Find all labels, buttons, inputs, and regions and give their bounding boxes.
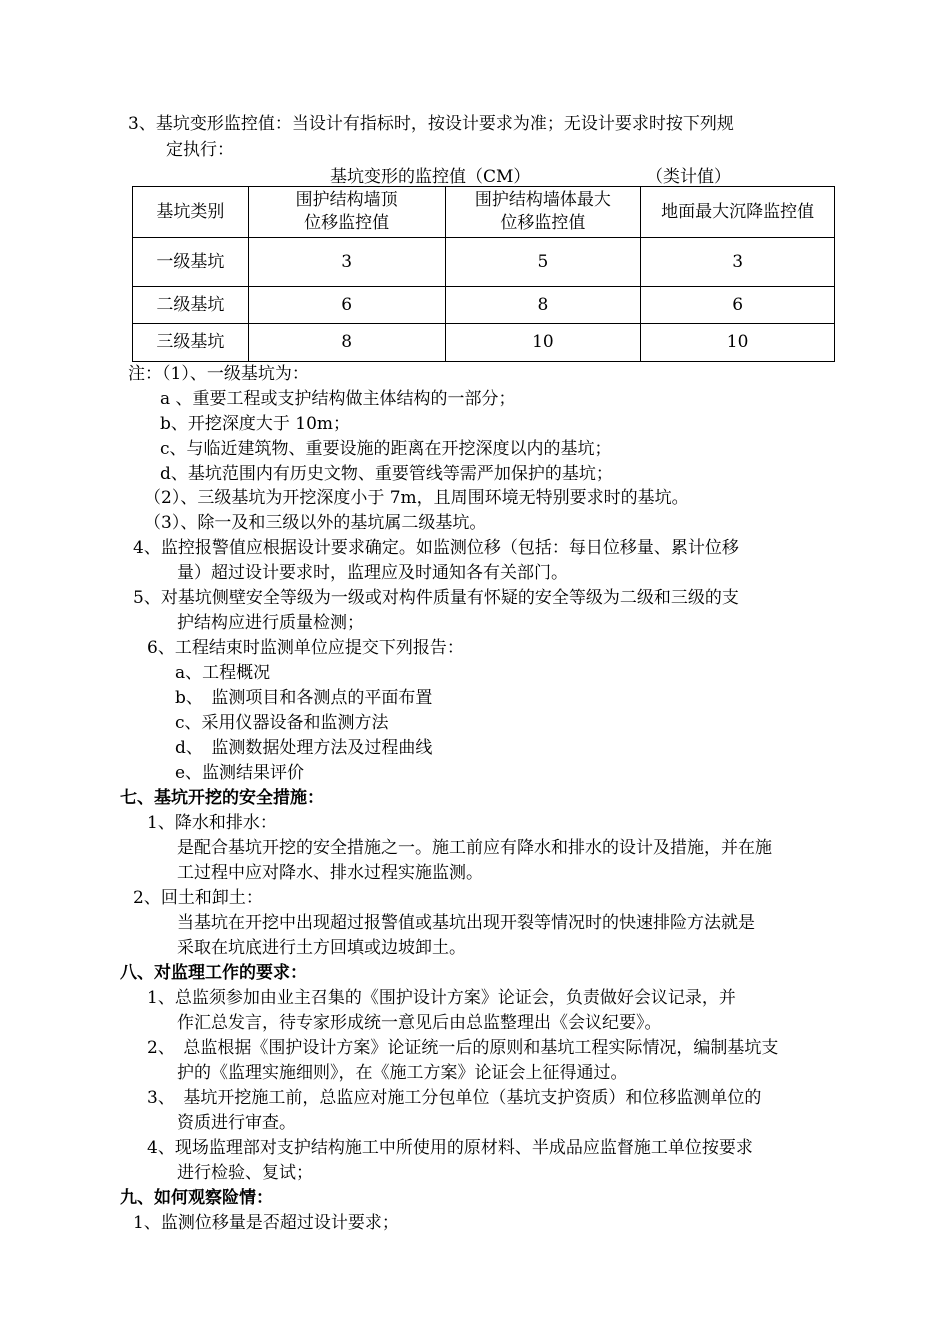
section7-item2-line2: 采取在坑底进行土方回填或边坡卸土。 (177, 938, 466, 958)
section8-item2-line2: 护的《监理实施细则》，在《施工方案》论证会上征得通过。 (177, 1063, 628, 1083)
section8-item2-line1: 2、 总监根据《围护设计方案》论证统一后的原则和基坑工程实际情况，编制基坑支 (147, 1038, 779, 1058)
table-row (133, 287, 835, 324)
section8-item1-line2: 作汇总发言，待专家形成统一意见后由总监整理出《会议纪要》。 (177, 1013, 662, 1033)
table-cell: 6 (641, 287, 835, 324)
note-1: 注：（1）、一级基坑为： (128, 364, 309, 384)
section7-item1-line2: 工过程中应对降水、排水过程实施监测。 (177, 863, 483, 883)
section8-item4-line1: 4、现场监理部对支护结构施工中所使用的原材料、半成品应监督施工单位按要求 (147, 1138, 753, 1158)
item5-line1: 5、对基坑侧壁安全等级为一级或对构件质量有怀疑的安全等级为二级和三级的支 (133, 588, 739, 608)
table-caption: 基坑变形的监控值（CM） (330, 167, 531, 187)
note-1-c: c、与临近建筑物、重要设施的距离在开挖深度以内的基坑； (160, 439, 612, 459)
table-header-cell: 地面最大沉降监控值 (641, 187, 835, 238)
item5-line2: 护结构应进行质量检测； (177, 613, 364, 633)
section8-item3-line2: 资质进行审查。 (177, 1113, 296, 1133)
table-row (133, 238, 835, 287)
table-cell: 10 (445, 324, 641, 362)
note-1-d: d、基坑范围内有历史文物、重要管线等需严加保护的基坑； (160, 464, 613, 484)
table-cell: 10 (641, 324, 835, 362)
table-caption-note: （类计值） (646, 167, 731, 187)
item6-c: c、采用仪器设备和监测方法 (175, 713, 389, 733)
table-header-cell: 围护结构墙体最大 位移监控值 (445, 187, 641, 238)
note-1-b: b、开挖深度大于 10m； (160, 414, 351, 434)
item6-e: e、监测结果评价 (175, 763, 305, 783)
table-header-cell: 围护结构墙顶 位移监控值 (248, 187, 445, 238)
section8-item3-line1: 3、 基坑开挖施工前，总监应对施工分包单位（基坑支护资质）和位移监测单位的 (147, 1088, 762, 1108)
monitoring-table (132, 186, 835, 362)
note-1-a: a 、重要工程或支护结构做主体结构的一部分； (160, 389, 516, 409)
note-3: （3）、除一及和三级以外的基坑属二级基坑。 (144, 513, 487, 533)
table-header-cell: 基坑类别 (133, 187, 249, 238)
section7-title: 七、基坑开挖的安全措施： (120, 788, 324, 808)
section8-item4-line2: 进行检验、复试； (177, 1163, 313, 1183)
table-cell: 3 (248, 238, 445, 287)
section7-item2: 2、回土和卸土： (133, 888, 263, 908)
section7-item1: 1、降水和排水： (147, 813, 277, 833)
table-row (133, 324, 835, 362)
table-cell: 二级基坑 (133, 287, 249, 324)
section8-item1-line1: 1、总监须参加由业主召集的《围护设计方案》论证会，负责做好会议记录，并 (147, 988, 736, 1008)
table-cell: 6 (248, 287, 445, 324)
item6-d: d、 监测数据处理方法及过程曲线 (175, 738, 433, 758)
section7-item1-line1: 是配合基坑开挖的安全措施之一。施工前应有降水和排水的设计及措施，并在施 (177, 838, 772, 858)
table-cell: 一级基坑 (133, 238, 249, 287)
item4-line2: 量）超过设计要求时，监理应及时通知各有关部门。 (177, 563, 568, 583)
table-cell: 3 (641, 238, 835, 287)
table-header-row (133, 187, 835, 238)
section3-line2: 定执行： (166, 140, 234, 160)
section7-item2-line1: 当基坑在开挖中出现超过报警值或基坑出现开裂等情况时的快速排险方法就是 (177, 913, 755, 933)
table-cell: 8 (445, 287, 641, 324)
table-cell: 三级基坑 (133, 324, 249, 362)
section3-line1: 3、基坑变形监控值：当设计有指标时，按设计要求为准；无设计要求时按下列规 (128, 114, 734, 134)
section9-item1: 1、监测位移量是否超过设计要求； (133, 1213, 399, 1233)
section9-title: 九、如何观察险情： (120, 1188, 273, 1208)
item4-line1: 4、监控报警值应根据设计要求确定。如监测位移（包括：每日位移量、累计位移 (133, 538, 739, 558)
section8-title: 八、对监理工作的要求： (120, 963, 307, 983)
item6-title: 6、工程结束时监测单位应提交下列报告： (147, 638, 464, 658)
item6-a: a、工程概况 (175, 663, 271, 683)
table-cell: 8 (248, 324, 445, 362)
item6-b: b、 监测项目和各测点的平面布置 (175, 688, 433, 708)
note-2: （2）、三级基坑为开挖深度小于 7m，且周围环境无特别要求时的基坑。 (144, 488, 689, 508)
table-cell: 5 (445, 238, 641, 287)
